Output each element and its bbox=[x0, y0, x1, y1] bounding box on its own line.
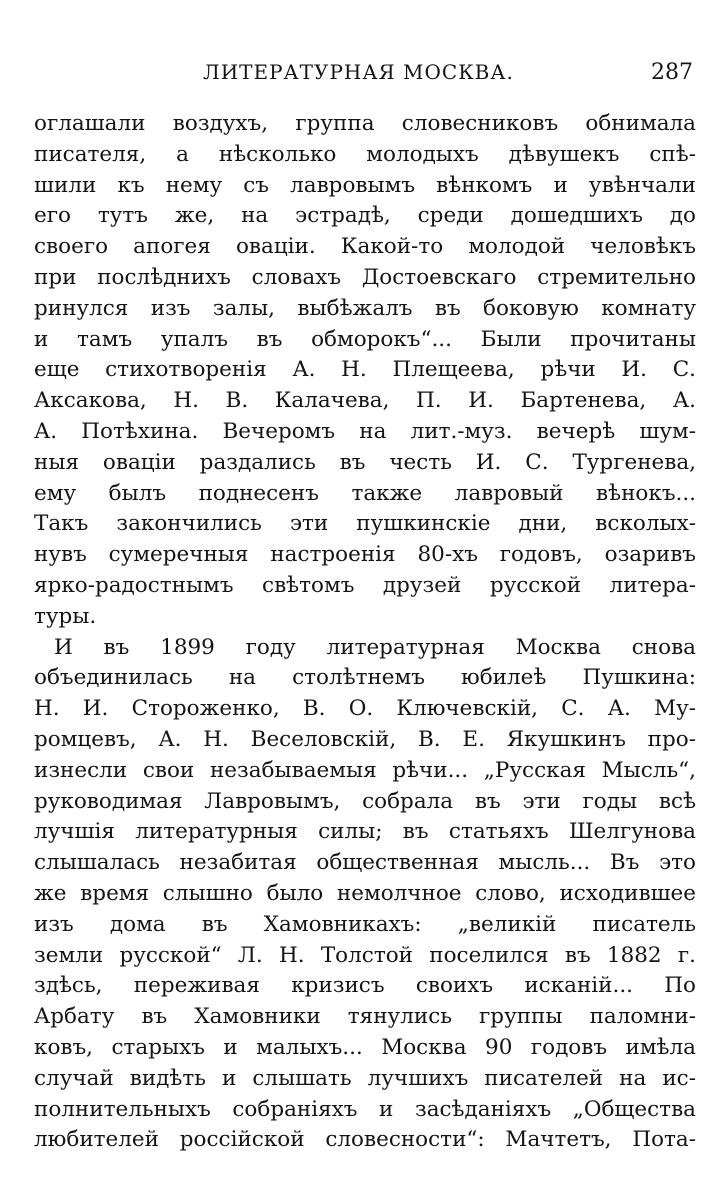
text-line: и тамъ упалъ въ обморокъ“... Были прочитаны bbox=[34, 326, 696, 352]
text-line: руководимая Лавровымъ, собрала въ эти годы всѣ bbox=[34, 788, 696, 814]
paragraph-end-line: туры. bbox=[34, 603, 97, 629]
text-line: его тутъ же, на эстрадѣ, среди дошедшихъ до bbox=[34, 203, 696, 229]
text-line: своего апогея оваціи. Какой-то молодой человѣкъ bbox=[34, 234, 696, 260]
text-line: нувъ сумеречныя настроенія 80-хъ годовъ, озаривъ bbox=[34, 542, 696, 568]
text-line: ринулся изъ залы, выбѣжалъ въ боковую комнату bbox=[34, 295, 696, 321]
text-line: объединилась на столѣтнемъ юбилеѣ Пушкина: bbox=[34, 665, 696, 691]
running-title: ЛИТЕРАТУРНАЯ МОСКВА. bbox=[203, 60, 514, 84]
text-line: оглашали воздухъ, группа словесниковъ обнимала bbox=[34, 111, 696, 136]
text-line: ковъ, старыхъ и малыхъ... Москва 90 годовъ имѣла bbox=[34, 1034, 696, 1060]
text-line: любителей россійской словесности“: Мачтетъ, Пота- bbox=[34, 1127, 696, 1153]
text-line: изнесли свои незабываемыя рѣчи... „Русская Мысль“, bbox=[34, 757, 696, 783]
text-line: ныя оваціи раздались въ честь И. С. Тургенева, bbox=[34, 449, 696, 475]
text-line: ему былъ поднесенъ также лавровый вѣнокъ... bbox=[34, 480, 696, 506]
text-line: лучшія литературныя силы; въ статьяхъ Шелгунова bbox=[34, 819, 696, 845]
text-line: же время слышно было немолчное слово, исходившее bbox=[34, 880, 696, 906]
text-line: Н. И. Стороженко, В. О. Ключевскій, С. А. Му- bbox=[34, 696, 696, 722]
text-line: А. Потѣхина. Вечеромъ на лит.-муз. вечерѣ шум- bbox=[34, 418, 696, 444]
text-line: полнительныхъ собраніяхъ и засѣданіяхъ „Общества bbox=[34, 1096, 696, 1122]
text-line: Аксакова, Н. В. Калачева, П. И. Бартенева, А. bbox=[34, 388, 696, 414]
text-line: изъ дома въ Хамовникахъ: „великій писатель bbox=[34, 911, 696, 937]
text-line: ромцевъ, А. Н. Веселовскій, В. Е. Якушкинъ про- bbox=[34, 726, 696, 752]
text-line: слышалась незабитая общественная мысль... Въ это bbox=[34, 850, 696, 876]
text-line: при послѣднихъ словахъ Достоевскаго стремительно bbox=[34, 264, 696, 290]
text-line: случай видѣть и слышать лучшихъ писателей на ис- bbox=[34, 1065, 696, 1091]
text-line: шили къ нему съ лавровымъ вѣнкомъ и увѣнчали bbox=[34, 172, 696, 198]
paragraph-start-line: И въ 1899 году литературная Москва снова bbox=[54, 634, 696, 660]
text-line: земли русской“ Л. Н. Толстой поселился въ 1882 г. bbox=[34, 942, 696, 968]
text-line: здѣсь, переживая кризисъ своихъ исканій... По bbox=[34, 973, 696, 999]
text-line: еще стихотворенія А. Н. Плещеева, рѣчи И. С. bbox=[34, 357, 696, 383]
page-number: 287 bbox=[651, 60, 693, 85]
body-text bbox=[34, 109, 696, 1156]
text-line: Арбату въ Хамовники тянулись группы паломни- bbox=[34, 1004, 696, 1030]
text-line: ярко-радостнымъ свѣтомъ друзей русской литера- bbox=[34, 572, 696, 598]
text-line: писателя, а нѣсколько молодыхъ дѣвушекъ спѣ- bbox=[34, 141, 696, 167]
text-line: Такъ закончились эти пушкинскіе дни, всколых- bbox=[34, 511, 696, 537]
